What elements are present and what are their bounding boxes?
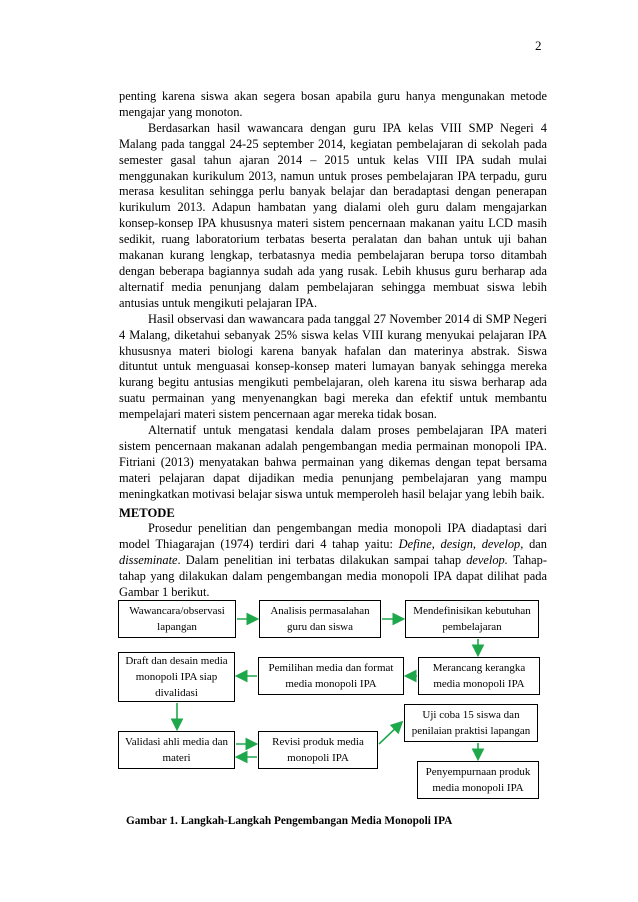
paragraph: penting karena siswa akan segera bosan apabila guru hanya mengunakan metode mengajar yang monoton. xyxy=(119,89,547,119)
paragraph: Hasil observasi dan wawancara pada tanggal 27 November 2014 di SMP Negeri 4 Malang, diketahui sebanyak 25% siswa kelas VIII kurang menyukai pelajaran IPA khususnya materi biologi karena banyak hafalan dan materinya abstrak. Siswa dituntut untuk menguasai konsep-konsep materi lumayan banyak sehingga mereka kurang begitu antusias mengikuti pembelajaran, oleh karena itu siswa berharap ada suatu permainan yang menyenangkan bagi mereka dan efektif untuk membantu mempelajari materi sistem pencernaan agar mereka tidak bosan. xyxy=(119,311,547,422)
flow-box-wawancara: Wawancara/observasi lapangan xyxy=(118,600,236,638)
page-number: 2 xyxy=(535,38,542,53)
flow-box-mendefinisikan: Mendefinisikan kebutuhan pembelajaran xyxy=(405,600,539,638)
flow-box-draft: Draft dan desain media monopoli IPA siap divalidasi xyxy=(118,652,235,702)
flow-box-validasi: Validasi ahli media dan materi xyxy=(118,731,235,769)
flow-box-pemilihan: Pemilihan media dan format media monopoli IPA xyxy=(258,657,404,695)
paragraph: Berdasarkan hasil wawancara dengan guru IPA kelas VIII SMP Negeri 4 Malang pada tanggal 24-25 september 2014, kegiatan pembelajaran di sekolah pada semester gasal tahun ajaran 2014 – 2015 untuk kelas VIII IPA sudah mulai menggunakan kurikulum 2013, namun untuk proses pembelajaran IPA terpadu, guru merasa kesulitan sehingga perlu banyak belajar dan beradaptasi dengan penerapan kurikulum 2013. Adapun hambatan yang dialami oleh guru dalam mengajarkan konsep-konsep IPA khususnya materi sistem pencernaan makanan yaitu LCD masih sedikit, ruang laboratorium terbatas beserta peralatan dan bahan untuk uji bahan makanan kurang lengkap, terbatasnya media pembelajaran berupa torso ditambah dengan beberapa bagiannya sudah ada yang rusak. Lebih khusus guru berharap ada alternatif media penunjang dalam pembelajaran sehingga membuat siswa lebih antusias untuk mengikuti pelajaran IPA. xyxy=(119,120,547,310)
flow-box-analisis: Analisis permasalahan guru dan siswa xyxy=(259,600,381,638)
arrow-revisi-to-uji-coba xyxy=(379,723,401,744)
flow-box-merancang: Merancang kerangka media monopoli IPA xyxy=(418,657,540,695)
flow-box-uji-coba: Uji coba 15 siswa dan penilaian praktisi lapangan xyxy=(404,704,538,742)
figure-caption: Gambar 1. Langkah-Langkah Pengembangan Media Monopoli IPA xyxy=(126,815,453,827)
flow-box-penyempurnaan: Penyempurnaan produk media monopoli IPA xyxy=(417,761,539,799)
flow-box-revisi: Revisi produk media monopoli IPA xyxy=(258,731,378,769)
paragraph: Prosedur penelitian dan pengembangan media monopoli IPA diadaptasi dari model Thiagarajan (1974) terdiri dari 4 tahap yaitu: Define, design, develop, dan disseminate. Dalam penelitian ini terbatas dilakukan sampai tahap develop. Tahap-tahap yang dilakukan dalam pengembangan media monopoli IPA dapat dilihat pada Gambar 1 berikut. xyxy=(119,521,547,599)
section-heading: METODE xyxy=(119,506,175,520)
paragraph: Alternatif untuk mengatasi kendala dalam proses pembelajaran IPA materi sistem pencernaan makanan adalah pengembangan media permainan monopoli IPA. Fitriani (2013) menyatakan bahwa permainan yang dikemas dengan tepat bersama materi pelajaran dapat dijadikan media penunjang pembelajaran yang mampu meningkatkan motivasi belajar siswa untuk memperoleh hasil belajar yang lebih baik. xyxy=(119,423,547,501)
